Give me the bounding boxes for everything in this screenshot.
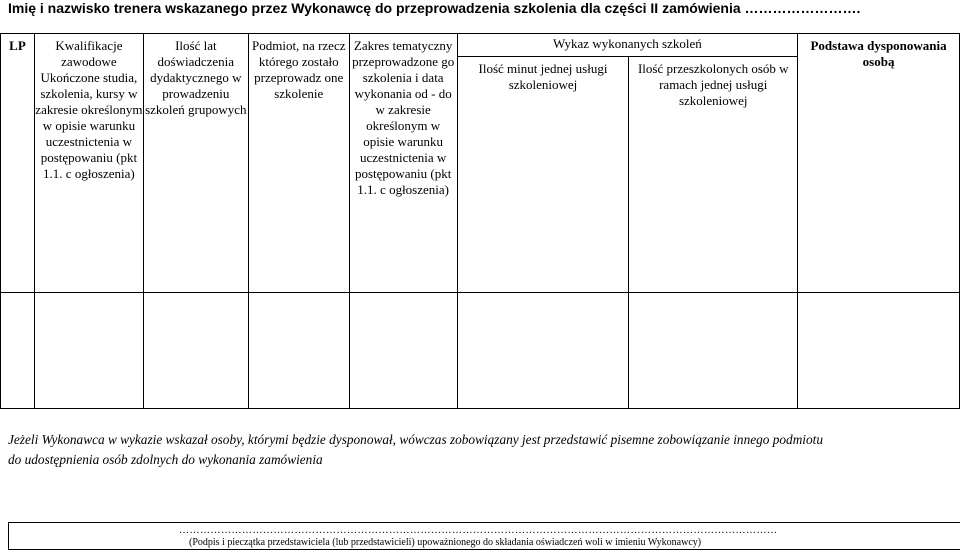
instruction-note [8,430,960,470]
scope-header: Zakres tematyczny przeprowadzone go szkolenia i data wykonania od - do w zakresie określonym w opisie warunku uczestnictenia w postępowaniu (pkt 1.1. c ogłoszenia) [349,34,457,293]
minutes-cell[interactable] [457,293,629,409]
signature-caption: (Podpis i pieczątka przedstawiciela (lub przedstawicieli) upoważnionego do składania oświadczeń woli w imieniu Wykonawcy) [189,537,702,548]
document-title: Imię i nazwisko trenera wskazanego przez Wykonawcę do przeprowadzenia szkolenia dla części II zamówienia ……………………. [8,0,861,16]
scope-cell[interactable] [349,293,457,409]
basis-header: Podstawa dysponowania osobą [798,34,960,293]
minutes-header: Ilość minut jednej usługi szkoleniowej [457,57,629,293]
experience-cell[interactable] [143,293,248,409]
trainings-list-header: Wykaz wykonanych szkoleń [457,34,798,57]
experience-header: Ilość lat doświadczenia dydaktycznego w prowadzeniu szkoleń grupowych [143,34,248,293]
note-line-2: do udostępnienia osób zdolnych do wykonania zamówienia [8,452,323,467]
qualifications-header: Kwalifikacje zawodowe Ukończone studia, szkolenia, kursy w zakresie określonym w opisie warunku uczestnictenia w postępowaniu (pkt 1.1. c ogłoszenia) [34,34,143,293]
persons-header: Ilość przeszkolonych osób w ramach jednej usługi szkoleniowej [629,57,798,293]
entity-header: Podmiot, na rzecz którego zostało przeprowadz one szkolenie [248,34,349,293]
signature-line: ……………………………………………………………………………………………………………………………………………………… [179,525,778,536]
entity-cell[interactable] [248,293,349,409]
lp-header: LP [1,34,35,293]
persons-cell[interactable] [629,293,798,409]
note-line-1: Jeżeli Wykonawca w wykazie wskazał osoby, którymi będzie dysponował, wówczas zobowiązany jest przedstawić pisemne zobowiązanie innego podmiotu [8,432,823,447]
lp-cell[interactable] [1,293,35,409]
signature-box[interactable] [8,522,960,550]
table-row [1,293,960,409]
qualifications-cell[interactable] [34,293,143,409]
header-row-1 [1,34,960,57]
basis-cell[interactable] [798,293,960,409]
trainer-table [0,33,960,409]
